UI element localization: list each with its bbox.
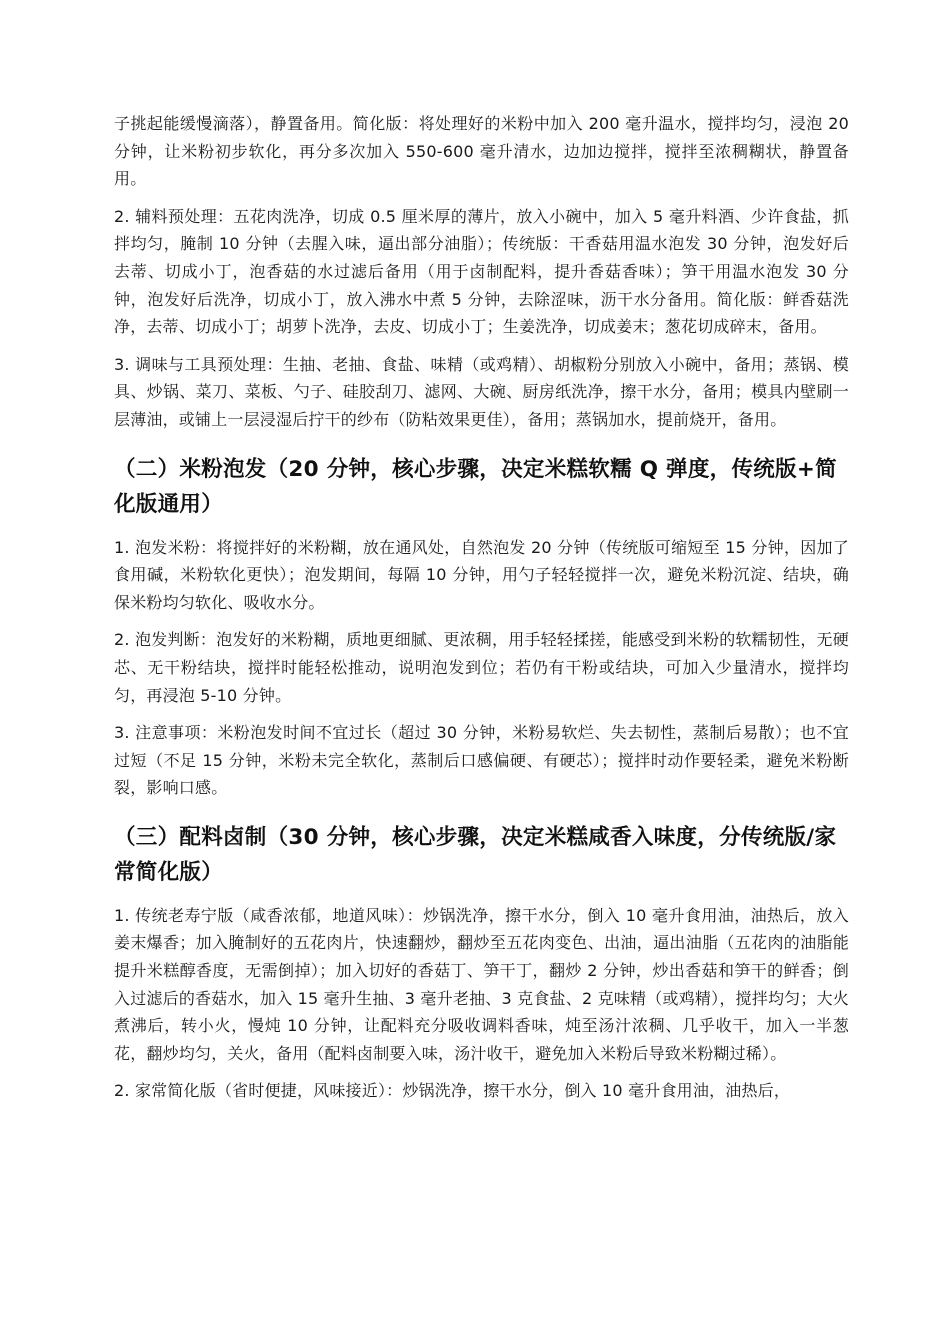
paragraph-rice-flour-prep-continued: 子挑起能缓慢滴落），静置备用。简化版：将处理好的米粉中加入 200 毫升温水，搅拌均匀，浸泡 20 分钟，让米粉初步软化，再分多次加入 550-600 毫升清水，边加边搅拌，搅拌至浓稠糊状，静置备用。 xyxy=(114,114,849,189)
paragraph-ingredient-prep: 2. 辅料预处理：五花肉洗净，切成 0.5 厘米厚的薄片，放入小碗中，加入 5 毫升料酒、少许食盐，抓拌均匀，腌制 10 分钟（去腥入味，逼出部分油脂）；传统版：干香菇用温水泡发 30 分钟，泡发好后去蒂、切成小丁，泡香菇的水过滤后备用（用于卤制配料，提升香菇香味）；笋干用温水泡发 30 分钟，泡发好后洗净，切成小丁，放入沸水中煮 5 分钟，去除涩味，沥干水分备用。简化版：鲜香菇洗净，去蒂、切成小丁；胡萝卜洗净，去皮、切成小丁；生姜洗净，切成姜末；葱花切成碎末，备用。 xyxy=(114,206,849,337)
paragraph-soak-judgement: 2. 泡发判断：泡发好的米粉糊，质地更细腻、更浓稠，用手轻轻揉搓，能感受到米粉的软糯韧性，无硬芯、无干粉结块，搅拌时能轻松推动，说明泡发到位；若仍有干粉或结块，可加入少量清水，搅拌均匀，再浸泡 5-10 分钟。 xyxy=(114,630,849,705)
paragraph-traditional-braising: 1. 传统老寿宁版（咸香浓郁，地道风味）：炒锅洗净，擦干水分，倒入 10 毫升食用油，油热后，放入姜末爆香；加入腌制好的五花肉片，快速翻炒，翻炒至五花肉变色、出油，逼出油脂（五花肉的油脂能提升米糕醇香度，无需倒掉）；加入切好的香菇丁、笋干丁，翻炒 2 分钟，炒出香菇和笋干的鲜香；倒入过滤后的香菇水，加入 15 毫升生抽、3 毫升老抽、3 克食盐、2 克味精（或鸡精），搅拌均匀；大火煮沸后，转小火，慢炖 10 分钟，让配料充分吸收调料香味，炖至汤汁浓稠、几乎收干，加入一半葱花，翻炒均匀，关火，备用（配料卤制要入味，汤汁收干，避免加入米粉后导致米粉糊过稀）。 xyxy=(114,905,849,1063)
document-page xyxy=(114,110,849,1115)
section-heading-rice-flour-soaking: （二）米粉泡发（20 分钟，核心步骤，决定米糕软糯 Q 弹度，传统版+简化版通用） xyxy=(114,456,837,517)
section-heading-ingredient-braising: （三）配料卤制（30 分钟，核心步骤，决定米糕咸香入味度，分传统版/家常简化版） xyxy=(114,824,837,885)
paragraph-soak-rice-flour: 1. 泡发米粉：将搅拌好的米粉糊，放在通风处，自然泡发 20 分钟（传统版可缩短至 15 分钟，因加了食用碱，米粉软化更快）；泡发期间，每隔 10 分钟，用勺子轻轻搅拌一次，避免米粉沉淀、结块，确保米粉均匀软化、吸收水分。 xyxy=(114,537,849,612)
paragraph-soak-notes: 3. 注意事项：米粉泡发时间不宜过长（超过 30 分钟，米粉易软烂、失去韧性，蒸制后易散）；也不宜过短（不足 15 分钟，米粉未完全软化，蒸制后口感偏硬、有硬芯）；搅拌时动作要轻柔，避免米粉断裂，影响口感。 xyxy=(114,723,849,798)
paragraph-seasoning-tool-prep: 3. 调味与工具预处理：生抽、老抽、食盐、味精（或鸡精）、胡椒粉分别放入小碗中，备用；蒸锅、模具、炒锅、菜刀、菜板、勺子、硅胶刮刀、滤网、大碗、厨房纸洗净，擦干水分，备用；模具内壁刷一层薄油，或铺上一层浸湿后拧干的纱布（防粘效果更佳），备用；蒸锅加水，提前烧开，备用。 xyxy=(114,354,849,429)
paragraph-home-simplified-braising: 2. 家常简化版（省时便捷，风味接近）：炒锅洗净，擦干水分，倒入 10 毫升食用油，油热后， xyxy=(114,1081,791,1101)
